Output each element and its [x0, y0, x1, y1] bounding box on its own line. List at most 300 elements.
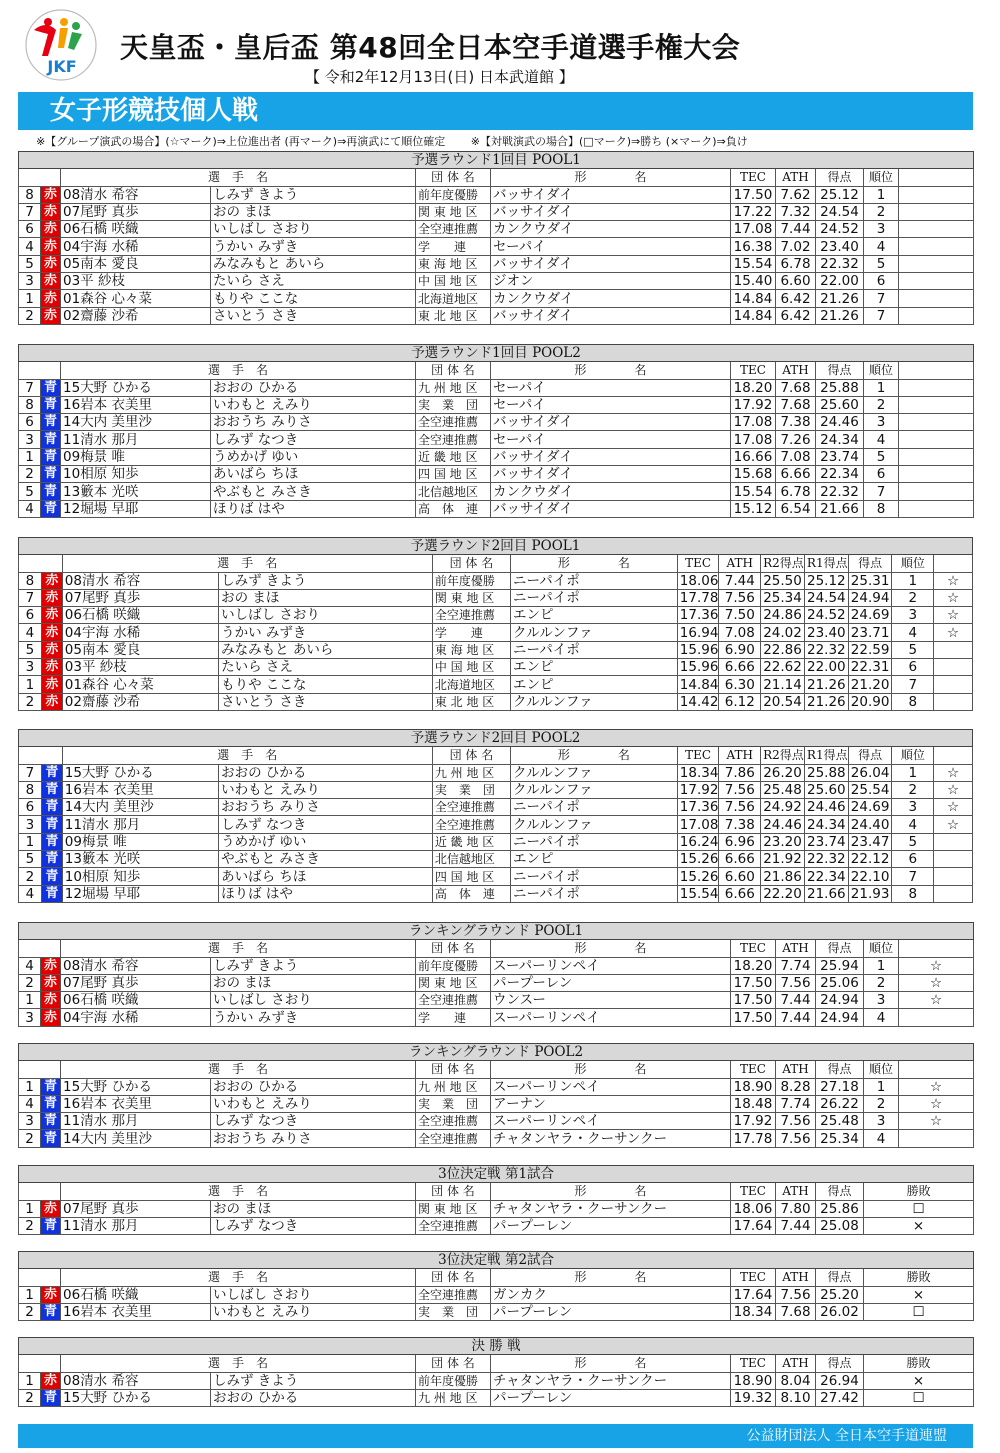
player-kana: しみず きよう [219, 572, 433, 589]
belt-color-badge: 青 [41, 396, 61, 413]
bib-number: 16 [63, 397, 81, 414]
header-score: 得点 [848, 555, 892, 572]
player-name-cell [61, 1113, 211, 1130]
r2-score: 24.46 [761, 816, 805, 833]
tec-score: 17.78 [731, 1130, 776, 1147]
header-r1: R1得点 [804, 555, 848, 572]
player-name-cell [62, 816, 218, 833]
order-cell: 2 [19, 974, 41, 991]
advance-mark [934, 833, 973, 850]
belt-color-badge: 赤 [41, 624, 62, 641]
team-name: 関 東 地 区 [416, 974, 491, 991]
team-name: 学 連 [416, 238, 491, 255]
player-kana: いしばし さおり [211, 1286, 416, 1303]
ath-score: 7.56 [719, 781, 761, 798]
section-title: ランキングラウンド POOL1 [19, 923, 974, 940]
belt-color-badge: 青 [41, 431, 61, 448]
total-score: 25.06 [816, 974, 864, 991]
belt-color-badge: 赤 [41, 1009, 61, 1026]
player-name-cell [62, 693, 218, 710]
team-name: 九 州 地 区 [416, 379, 491, 396]
tec-score: 18.90 [731, 1078, 776, 1095]
tec-score: 18.20 [731, 957, 776, 974]
header-ath: ATH [776, 169, 816, 186]
kata-name: カンクウダイ [491, 290, 731, 307]
player-name: 相原 知歩 [80, 466, 139, 483]
player-name-cell [61, 290, 211, 307]
page-footer [18, 1424, 973, 1448]
header-r2: R2得点 [761, 747, 805, 764]
event-banner [18, 92, 973, 130]
results-table [18, 537, 973, 711]
order-cell: 8 [19, 396, 41, 413]
tec-score: 16.66 [731, 448, 776, 465]
tec-score: 17.92 [677, 781, 719, 798]
r1-score: 23.74 [804, 833, 848, 850]
belt-color-badge: 赤 [41, 307, 61, 324]
r2-score: 24.02 [761, 624, 805, 641]
order-cell: 2 [19, 1130, 41, 1147]
kata-name: バッサイダイ [491, 255, 731, 272]
advance-mark [934, 851, 973, 868]
r1-score: 22.32 [804, 641, 848, 658]
results-table [18, 344, 974, 518]
header-tec: TEC [731, 169, 776, 186]
header-team: 団 体 名 [416, 362, 491, 379]
order-cell: 5 [19, 641, 42, 658]
player-name-cell [61, 431, 211, 448]
team-name: 全空連推薦 [416, 221, 491, 238]
player-name: 石橋 咲織 [81, 607, 141, 624]
player-kana: さいとう さき [219, 693, 433, 710]
r2-score: 26.20 [761, 764, 805, 781]
total-score: 22.59 [848, 641, 892, 658]
header-blank [19, 1355, 61, 1372]
total-score: 23.40 [816, 238, 864, 255]
team-name: 実 業 団 [416, 1303, 491, 1320]
header-score: 得点 [816, 1269, 864, 1286]
advance-mark: ☆ [899, 992, 974, 1009]
ath-score: 7.08 [776, 448, 816, 465]
tec-score: 15.96 [677, 659, 719, 676]
bib-number: 04 [63, 1009, 81, 1026]
player-kana: おおの ひかる [211, 379, 416, 396]
note-group: ※【グループ演武の場合】(☆マーク)⇒上位進出者 (再マーク)⇒再演武にて順位確定 [36, 135, 446, 148]
advance-mark [899, 396, 974, 413]
bib-number: 14 [64, 799, 82, 816]
results-section [18, 1251, 973, 1321]
header-r1: R1得点 [804, 747, 848, 764]
player-name: 清水 那月 [81, 816, 141, 833]
advance-mark: ☆ [899, 957, 974, 974]
results-section [18, 1043, 973, 1148]
belt-color-badge: 青 [41, 1095, 61, 1112]
player-name-cell [61, 1009, 211, 1026]
player-kana: あいばら ちほ [211, 466, 416, 483]
rank-cell: 1 [864, 186, 899, 203]
bib-number: 06 [63, 992, 81, 1009]
player-name-cell [62, 833, 218, 850]
rank-cell: 4 [864, 238, 899, 255]
ath-score: 8.28 [776, 1078, 816, 1095]
player-name-cell [62, 764, 218, 781]
match-result: ☐ [864, 1389, 974, 1406]
header-ath: ATH [776, 1061, 816, 1078]
order-cell: 1 [19, 676, 42, 693]
player-kana: おの まほ [211, 974, 416, 991]
total-score: 23.71 [848, 624, 892, 641]
rank-cell: 3 [892, 799, 934, 816]
player-kana: いわもと えみり [211, 1095, 416, 1112]
r2-score: 25.34 [761, 589, 805, 606]
tec-score: 15.26 [677, 851, 719, 868]
player-name-cell [62, 676, 218, 693]
header-score: 得点 [816, 362, 864, 379]
advance-mark [899, 431, 974, 448]
player-name-cell [61, 992, 211, 1009]
table-row [19, 483, 974, 500]
bib-number: 14 [63, 414, 81, 431]
total-score: 25.12 [816, 186, 864, 203]
belt-color-badge: 青 [41, 483, 61, 500]
total-score: 24.40 [848, 816, 892, 833]
ath-score: 7.68 [776, 1303, 816, 1320]
table-row [19, 781, 973, 798]
tec-score: 18.34 [731, 1303, 776, 1320]
bib-number: 16 [63, 1096, 81, 1113]
r2-score: 24.92 [761, 799, 805, 816]
advance-mark [899, 221, 974, 238]
belt-color-badge: 青 [41, 781, 62, 798]
section-title: ランキングラウンド POOL2 [19, 1044, 974, 1061]
table-row [19, 974, 974, 991]
total-score: 23.47 [848, 833, 892, 850]
header-rank: 順位 [892, 747, 934, 764]
table-row [19, 851, 973, 868]
player-kana: うかい みずき [219, 624, 433, 641]
r2-score: 22.86 [761, 641, 805, 658]
header-score: 得点 [816, 1355, 864, 1372]
header-ath: ATH [776, 362, 816, 379]
r1-score: 25.88 [804, 764, 848, 781]
header-ath: ATH [719, 555, 761, 572]
tec-score: 19.32 [731, 1389, 776, 1406]
order-cell: 1 [19, 992, 41, 1009]
table-row [19, 466, 974, 483]
kata-name: アーナン [491, 1095, 731, 1112]
player-name-cell [62, 851, 218, 868]
total-score: 26.94 [816, 1372, 864, 1389]
table-row [19, 589, 973, 606]
tec-score: 14.84 [731, 307, 776, 324]
total-score: 21.66 [816, 500, 864, 517]
ath-score: 7.74 [776, 1095, 816, 1112]
player-kana: やぶもと みさき [219, 851, 433, 868]
player-kana: おの まほ [211, 1200, 416, 1217]
rank-cell: 3 [864, 1113, 899, 1130]
table-row [19, 659, 973, 676]
ath-score: 6.60 [719, 868, 761, 885]
advance-mark: ☆ [934, 816, 973, 833]
ath-score: 7.56 [719, 589, 761, 606]
header-tec: TEC [677, 555, 719, 572]
rank-cell: 2 [864, 396, 899, 413]
player-kana: おおの ひかる [211, 1078, 416, 1095]
player-name-cell [61, 466, 211, 483]
ath-score: 6.66 [719, 885, 761, 902]
team-name: 東 海 地 区 [416, 255, 491, 272]
kata-name: クルルンファ [510, 764, 677, 781]
header-score: 得点 [816, 169, 864, 186]
results-table [18, 1337, 974, 1407]
player-name: 大内 美里沙 [80, 1130, 152, 1147]
player-name: 尾野 真歩 [80, 1200, 139, 1217]
table-row [19, 255, 974, 272]
team-name: 四 国 地 区 [432, 868, 510, 885]
player-name-cell [61, 1389, 211, 1406]
total-score: 25.54 [848, 781, 892, 798]
bib-number: 04 [64, 624, 82, 641]
advance-mark [899, 483, 974, 500]
tec-score: 17.08 [731, 414, 776, 431]
r2-score: 22.20 [761, 885, 805, 902]
bib-number: 07 [64, 590, 82, 607]
total-score: 24.46 [816, 414, 864, 431]
player-name: 大野 ひかる [80, 1078, 152, 1095]
player-kana: もりや ここな [211, 290, 416, 307]
header-mark [934, 555, 973, 572]
svg-text:JKF: JKF [47, 57, 77, 76]
ath-score: 6.42 [776, 290, 816, 307]
ath-score: 7.80 [776, 1200, 816, 1217]
tec-score: 18.06 [731, 1200, 776, 1217]
kata-name: バッサイダイ [491, 448, 731, 465]
tec-score: 14.84 [677, 676, 719, 693]
footer-org: 公益財団法人 全日本空手道連盟 [746, 1428, 947, 1444]
rank-cell: 6 [892, 659, 934, 676]
bib-number: 15 [64, 764, 82, 781]
r1-score: 22.34 [804, 868, 848, 885]
ath-score: 7.68 [776, 379, 816, 396]
ath-score: 7.44 [719, 572, 761, 589]
tec-score: 15.12 [731, 500, 776, 517]
bib-number: 15 [63, 379, 81, 396]
tec-score: 18.34 [677, 764, 719, 781]
header-kata: 形 名 [491, 1061, 731, 1078]
table-row [19, 221, 974, 238]
belt-color-badge: 赤 [41, 957, 61, 974]
player-name: 清水 那月 [80, 1113, 139, 1130]
bib-number: 03 [64, 659, 82, 676]
header-kata: 形 名 [491, 940, 731, 957]
player-name: 森谷 心々菜 [80, 290, 152, 307]
player-name: 宇海 水稀 [81, 624, 141, 641]
kata-name: パープーレン [491, 974, 731, 991]
header-kata: 形 名 [510, 555, 677, 572]
belt-color-badge: 青 [41, 500, 61, 517]
order-cell: 2 [19, 693, 42, 710]
team-name: 中 国 地 区 [416, 273, 491, 290]
rank-cell: 2 [892, 781, 934, 798]
order-cell: 7 [19, 379, 41, 396]
ath-score: 7.56 [776, 1113, 816, 1130]
rank-cell: 6 [864, 466, 899, 483]
header-player: 選 手 名 [62, 555, 432, 572]
total-score: 21.26 [816, 307, 864, 324]
header-team: 団 体 名 [416, 940, 491, 957]
ath-score: 7.56 [776, 1286, 816, 1303]
section-title: 予選ラウンド2回目 POOL1 [19, 538, 973, 555]
section-header-row [19, 1166, 974, 1183]
tec-score: 17.50 [731, 974, 776, 991]
r1-score: 24.34 [804, 816, 848, 833]
bib-number: 07 [63, 1200, 81, 1217]
player-name: 清水 那月 [80, 431, 139, 448]
header-score: 得点 [816, 1183, 864, 1200]
bib-number: 01 [64, 676, 82, 693]
order-cell: 6 [19, 799, 42, 816]
table-row [19, 572, 973, 589]
belt-color-badge: 赤 [41, 572, 62, 589]
table-row [19, 1286, 974, 1303]
table-row [19, 238, 974, 255]
player-name-cell [61, 238, 211, 255]
player-kana: おおの ひかる [219, 764, 433, 781]
player-name-cell [62, 868, 218, 885]
belt-color-badge: 赤 [41, 290, 61, 307]
section-header-row [19, 345, 974, 362]
match-result: ☐ [864, 1303, 974, 1320]
ath-score: 8.04 [776, 1372, 816, 1389]
team-name: 前年度優勝 [432, 572, 510, 589]
ath-score: 6.78 [776, 255, 816, 272]
rank-cell: 1 [864, 379, 899, 396]
team-name: 北海道地区 [432, 676, 510, 693]
order-cell: 3 [19, 431, 41, 448]
ath-score: 7.68 [776, 396, 816, 413]
total-score: 20.90 [848, 693, 892, 710]
rank-cell: 8 [892, 693, 934, 710]
results-table [18, 1251, 974, 1321]
table-row [19, 1217, 974, 1234]
table-row [19, 186, 974, 203]
ath-score: 7.44 [776, 992, 816, 1009]
advance-mark: ☆ [934, 572, 973, 589]
header-score: 得点 [848, 747, 892, 764]
header-kata: 形 名 [510, 747, 677, 764]
tec-score: 15.68 [731, 466, 776, 483]
column-header-row [19, 169, 974, 186]
total-score: 25.34 [816, 1130, 864, 1147]
team-name: 全空連推薦 [416, 1217, 491, 1234]
rank-cell: 8 [892, 885, 934, 902]
player-kana: おおうち みりさ [211, 414, 416, 431]
team-name: 全空連推薦 [416, 414, 491, 431]
advance-mark [899, 203, 974, 220]
player-name: 尾野 真歩 [80, 204, 139, 221]
header-r2: R2得点 [761, 555, 805, 572]
match-result: × [864, 1217, 974, 1234]
team-name: 近 畿 地 区 [416, 448, 491, 465]
player-kana: いしばし さおり [211, 221, 416, 238]
belt-color-badge: 赤 [41, 992, 61, 1009]
header-tec: TEC [731, 1269, 776, 1286]
r1-score: 21.26 [804, 693, 848, 710]
belt-color-badge: 青 [41, 448, 61, 465]
order-cell: 8 [19, 186, 41, 203]
team-name: 東 北 地 区 [416, 307, 491, 324]
player-name-cell [61, 307, 211, 324]
table-row [19, 1095, 974, 1112]
header-tec: TEC [731, 940, 776, 957]
rank-cell: 1 [864, 957, 899, 974]
advance-mark: ☆ [934, 781, 973, 798]
advance-mark: ☆ [899, 974, 974, 991]
advance-mark: ☆ [899, 1113, 974, 1130]
player-name: 清水 希容 [80, 1372, 139, 1389]
player-name-cell [61, 186, 211, 203]
header-result: 勝敗 [864, 1355, 974, 1372]
results-section [18, 1337, 973, 1407]
player-name-cell [61, 1372, 211, 1389]
order-cell: 5 [19, 255, 41, 272]
table-row [19, 1009, 974, 1026]
advance-mark [934, 885, 973, 902]
kata-name: クルルンファ [510, 624, 677, 641]
header-tec: TEC [731, 1355, 776, 1372]
header-player: 選 手 名 [61, 940, 416, 957]
player-name-cell [61, 1217, 211, 1234]
player-name-cell [62, 799, 218, 816]
player-name: 堀場 早耶 [81, 885, 141, 902]
total-score: 22.32 [816, 483, 864, 500]
kata-name: クルルンファ [510, 816, 677, 833]
player-name: 齋藤 沙希 [80, 307, 139, 324]
header-ath: ATH [776, 1355, 816, 1372]
ath-score: 6.96 [719, 833, 761, 850]
belt-color-badge: 赤 [41, 1200, 61, 1217]
team-name: 前年度優勝 [416, 957, 491, 974]
table-row [19, 379, 974, 396]
bib-number: 09 [64, 833, 82, 850]
column-header-row [19, 747, 973, 764]
header-kata: 形 名 [491, 1183, 731, 1200]
kata-name: ウンスー [491, 992, 731, 1009]
belt-color-badge: 赤 [41, 1372, 61, 1389]
header-team: 団 体 名 [416, 1355, 491, 1372]
ath-score: 6.66 [776, 466, 816, 483]
bib-number: 05 [64, 641, 82, 658]
rank-cell: 7 [864, 483, 899, 500]
rank-cell: 6 [864, 273, 899, 290]
header-player: 選 手 名 [61, 1269, 416, 1286]
player-name-cell [62, 607, 218, 624]
team-name: 九 州 地 区 [416, 1078, 491, 1095]
kata-name: ニーパイポ [510, 641, 677, 658]
kata-name: バッサイダイ [491, 186, 731, 203]
section-title: 決 勝 戦 [19, 1338, 974, 1355]
team-name: 高 体 連 [416, 500, 491, 517]
tec-score: 15.54 [731, 483, 776, 500]
table-row [19, 693, 973, 710]
kata-name: ニーパイポ [510, 799, 677, 816]
kata-name: パープーレン [491, 1389, 731, 1406]
player-name: 石橋 咲織 [80, 221, 139, 238]
ath-score: 6.42 [776, 307, 816, 324]
header-ath: ATH [776, 1183, 816, 1200]
advance-mark [934, 868, 973, 885]
belt-color-badge: 青 [41, 1389, 61, 1406]
